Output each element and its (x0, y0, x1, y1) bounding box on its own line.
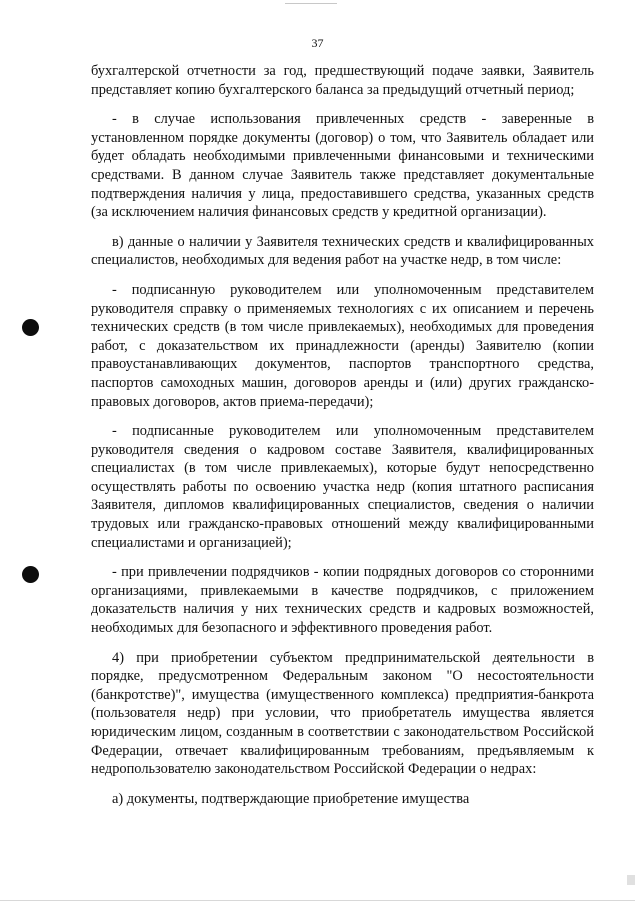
scan-artifact-top (285, 3, 337, 4)
document-body (91, 62, 594, 819)
binder-hole-lower (22, 566, 39, 583)
scan-artifact-bottom (0, 900, 635, 901)
paragraph-technical-means: в) данные о наличии у Заявителя технических средств и квалифицированных специалистов, необходимых для ведения работ на участке недр, в том числе: (91, 233, 594, 269)
paragraph-attracted-funds: - в случае использования привлеченных средств - заверенные в установленном порядке документы (договор) о том, что Заявитель обладает или будет обладать необходимыми привлеченными финансовыми и техническими средствами. В данном случае Заявитель также представляет документальные подтверждения наличия у лица, предоставившего средства, указанных средств (за исключением наличия финансовых средств у кредитной организации). (91, 111, 594, 221)
binder-hole-upper (22, 319, 39, 336)
paragraph-contractors: - при привлечении подрядчиков - копии подрядных договоров со сторонними организациями, привлекаемыми в качестве подрядчиков, с приложением доказательств наличия у них технических средств и кадровых возможностей, необходимых для безопасного и эффективного проведения работ. (91, 564, 594, 637)
scan-artifact-corner (627, 875, 635, 885)
page-number: 37 (311, 36, 324, 50)
paragraph-bankruptcy-acquisition: 4) при приобретении субъектом предпринимательской деятельности в порядке, предусмотренном Федеральным законом "О несостоятельности (банкротстве)", имущества (имущественного комплекса) предприятия-банкрота (пользователя недр) при условии, что приобретатель имущества является юридическим лицом, созданным в соответствии с законодательством Российской Федерации, отвечает квалифицированным требованиям, предъявляемым к недропользователю законодательством Российской Федерации о недрах: (91, 649, 594, 778)
paragraph-technology-reference: - подписанную руководителем или уполномоченным представителем руководителя справку о применяемых технологиях с их описанием и перечень технических средств (в том числе привлекаемых), необходимых для проведения работ, с доказательством их принадлежности (аренды) Заявителю (копии правоустанавливающих документов, паспортов транспортного средства, паспортов самоходных машин, договоров аренды и (или) других гражданско-правовых договоров, актов приема-передачи); (91, 281, 594, 410)
paragraph-staff-info: - подписанные руководителем или уполномоченным представителем руководителя сведения о кадровом составе Заявителя, квалифицированных специалистах (в том числе привлекаемых), которые будут непосредственно осуществлять работы по освоению участка недр (копия штатного расписания Заявителя, дипломов квалифицированных специалистов, сведения о наличии трудовых или гражданско-правовых отношений между квалифицированными специалистами и организацией); (91, 423, 594, 551)
paragraph-balance-copy: бухгалтерской отчетности за год, предшествующий подаче заявки, Заявитель представляет копию бухгалтерского баланса за предыдущий отчетный период; (91, 63, 594, 98)
paragraph-acquisition-documents: а) документы, подтверждающие приобретение имущества (112, 790, 470, 807)
